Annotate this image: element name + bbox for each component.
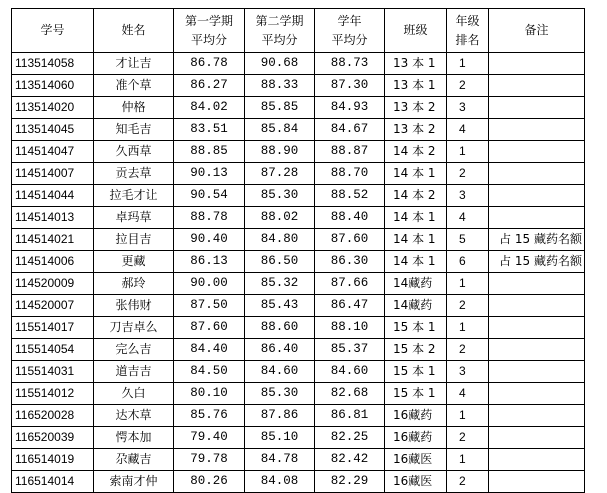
- remarks-cell: [489, 163, 585, 185]
- class-cell: 13 本 2: [385, 119, 447, 141]
- year-average-cell: 82.25: [315, 427, 385, 449]
- student-id-cell: 113514060: [12, 75, 94, 97]
- student-name-cell: 拉目吉: [94, 229, 174, 251]
- term2-average-cell: 88.90: [245, 141, 315, 163]
- header-row: [12, 9, 585, 53]
- class-cell: 16藏医: [385, 449, 447, 471]
- term2-average-cell: 86.40: [245, 339, 315, 361]
- term2-average-cell: 85.32: [245, 273, 315, 295]
- student-name-cell: 仲格: [94, 97, 174, 119]
- class-cell: 14 本 1: [385, 207, 447, 229]
- student-name-cell: 达木草: [94, 405, 174, 427]
- class-cell: 14 本 1: [385, 229, 447, 251]
- class-cell: 14 本 1: [385, 251, 447, 273]
- table-row: [12, 141, 585, 163]
- student-name-cell: 知毛吉: [94, 119, 174, 141]
- term1-average-cell: 86.27: [174, 75, 245, 97]
- class-cell: 14藏药: [385, 295, 447, 317]
- class-cell: 14 本 1: [385, 163, 447, 185]
- term2-average-cell: 85.43: [245, 295, 315, 317]
- remarks-cell: 占 15 藏药名额: [489, 229, 585, 251]
- student-id-cell: 115514012: [12, 383, 94, 405]
- student-id-cell: 113514020: [12, 97, 94, 119]
- student-name-cell: 道吉吉: [94, 361, 174, 383]
- class-cell: 14 本 2: [385, 185, 447, 207]
- table-row: [12, 75, 585, 97]
- year-average-cell: 88.70: [315, 163, 385, 185]
- term1-average-cell: 84.50: [174, 361, 245, 383]
- year-average-cell: 88.87: [315, 141, 385, 163]
- term2-average-cell: 84.08: [245, 471, 315, 493]
- term2-average-cell: 84.60: [245, 361, 315, 383]
- term1-average-cell: 87.60: [174, 317, 245, 339]
- table-row: [12, 207, 585, 229]
- class-cell: 15 本 2: [385, 339, 447, 361]
- table-row: [12, 273, 585, 295]
- remarks-cell: [489, 383, 585, 405]
- grade-rank-cell: 1: [447, 449, 489, 471]
- remarks-cell: [489, 339, 585, 361]
- term1-average-cell: 83.51: [174, 119, 245, 141]
- table-row: [12, 317, 585, 339]
- year-average-cell: 87.30: [315, 75, 385, 97]
- term1-average-cell: 90.13: [174, 163, 245, 185]
- remarks-cell: [489, 97, 585, 119]
- header-year-average: 学年 平均分: [315, 9, 385, 53]
- remarks-cell: [489, 119, 585, 141]
- table-row: [12, 361, 585, 383]
- remarks-cell: [489, 471, 585, 493]
- remarks-cell: [489, 141, 585, 163]
- year-average-cell: 86.30: [315, 251, 385, 273]
- term2-average-cell: 84.80: [245, 229, 315, 251]
- remarks-cell: [489, 361, 585, 383]
- class-cell: 15 本 1: [385, 383, 447, 405]
- student-id-cell: 114520009: [12, 273, 94, 295]
- student-name-cell: 愕本加: [94, 427, 174, 449]
- year-average-cell: 84.67: [315, 119, 385, 141]
- table-row: [12, 53, 585, 75]
- student-name-cell: 索南才仲: [94, 471, 174, 493]
- grade-rank-cell: 1: [447, 273, 489, 295]
- student-name-cell: 久西草: [94, 141, 174, 163]
- class-cell: 13 本 1: [385, 75, 447, 97]
- grade-rank-cell: 2: [447, 339, 489, 361]
- class-cell: 15 本 1: [385, 361, 447, 383]
- grade-rank-cell: 2: [447, 295, 489, 317]
- table-row: [12, 97, 585, 119]
- student-id-cell: 116514019: [12, 449, 94, 471]
- term2-average-cell: 90.68: [245, 53, 315, 75]
- student-name-cell: 才让吉: [94, 53, 174, 75]
- grade-rank-cell: 1: [447, 317, 489, 339]
- remarks-cell: [489, 427, 585, 449]
- year-average-cell: 88.52: [315, 185, 385, 207]
- student-id-cell: 115514054: [12, 339, 94, 361]
- student-name-cell: 尕藏吉: [94, 449, 174, 471]
- remarks-cell: [489, 449, 585, 471]
- header-grade-rank: 年级 排名: [447, 9, 489, 53]
- term2-average-cell: 88.60: [245, 317, 315, 339]
- term2-average-cell: 85.30: [245, 185, 315, 207]
- header-student-id: 学号: [12, 9, 94, 53]
- grade-rank-cell: 2: [447, 75, 489, 97]
- table-row: [12, 251, 585, 273]
- student-name-cell: 久白: [94, 383, 174, 405]
- year-average-cell: 84.93: [315, 97, 385, 119]
- year-average-cell: 82.42: [315, 449, 385, 471]
- table-row: [12, 471, 585, 493]
- table-row: [12, 449, 585, 471]
- year-average-cell: 84.60: [315, 361, 385, 383]
- grade-ranking-table: [11, 8, 585, 493]
- year-average-cell: 85.37: [315, 339, 385, 361]
- term2-average-cell: 86.50: [245, 251, 315, 273]
- term2-average-cell: 85.10: [245, 427, 315, 449]
- student-id-cell: 113514045: [12, 119, 94, 141]
- table-row: [12, 405, 585, 427]
- table-row: [12, 427, 585, 449]
- student-name-cell: 准个草: [94, 75, 174, 97]
- remarks-cell: [489, 185, 585, 207]
- term1-average-cell: 79.78: [174, 449, 245, 471]
- table-row: [12, 185, 585, 207]
- year-average-cell: 86.47: [315, 295, 385, 317]
- term1-average-cell: 84.02: [174, 97, 245, 119]
- remarks-cell: [489, 405, 585, 427]
- term1-average-cell: 79.40: [174, 427, 245, 449]
- remarks-cell: [489, 207, 585, 229]
- student-id-cell: 114514044: [12, 185, 94, 207]
- remarks-cell: [489, 75, 585, 97]
- header-remarks: 备注: [489, 9, 585, 53]
- grade-rank-cell: 2: [447, 471, 489, 493]
- class-cell: 13 本 1: [385, 53, 447, 75]
- table-row: [12, 383, 585, 405]
- table-body: [12, 53, 585, 493]
- student-id-cell: 114514007: [12, 163, 94, 185]
- term2-average-cell: 88.02: [245, 207, 315, 229]
- year-average-cell: 88.10: [315, 317, 385, 339]
- grade-rank-cell: 2: [447, 163, 489, 185]
- term2-average-cell: 87.86: [245, 405, 315, 427]
- class-cell: 16藏药: [385, 427, 447, 449]
- student-id-cell: 114520007: [12, 295, 94, 317]
- class-cell: 16藏医: [385, 471, 447, 493]
- header-class: 班级: [385, 9, 447, 53]
- student-id-cell: 115514017: [12, 317, 94, 339]
- term1-average-cell: 90.00: [174, 273, 245, 295]
- term1-average-cell: 86.78: [174, 53, 245, 75]
- year-average-cell: 88.40: [315, 207, 385, 229]
- remarks-cell: [489, 317, 585, 339]
- year-average-cell: 82.29: [315, 471, 385, 493]
- grade-rank-cell: 5: [447, 229, 489, 251]
- term1-average-cell: 90.54: [174, 185, 245, 207]
- class-cell: 16藏药: [385, 405, 447, 427]
- grade-rank-cell: 3: [447, 97, 489, 119]
- term1-average-cell: 88.78: [174, 207, 245, 229]
- grade-rank-cell: 1: [447, 141, 489, 163]
- term2-average-cell: 85.84: [245, 119, 315, 141]
- student-name-cell: 张伟财: [94, 295, 174, 317]
- term2-average-cell: 87.28: [245, 163, 315, 185]
- table-row: [12, 119, 585, 141]
- student-id-cell: 114514013: [12, 207, 94, 229]
- term2-average-cell: 88.33: [245, 75, 315, 97]
- table-row: [12, 163, 585, 185]
- student-name-cell: 更藏: [94, 251, 174, 273]
- remarks-cell: 占 15 藏药名额: [489, 251, 585, 273]
- term1-average-cell: 88.85: [174, 141, 245, 163]
- header-term1-average: 第一学期 平均分: [174, 9, 245, 53]
- term1-average-cell: 80.26: [174, 471, 245, 493]
- student-id-cell: 115514031: [12, 361, 94, 383]
- term1-average-cell: 80.10: [174, 383, 245, 405]
- year-average-cell: 88.73: [315, 53, 385, 75]
- grade-rank-cell: 2: [447, 427, 489, 449]
- class-cell: 14 本 2: [385, 141, 447, 163]
- term1-average-cell: 87.50: [174, 295, 245, 317]
- remarks-cell: [489, 273, 585, 295]
- term1-average-cell: 85.76: [174, 405, 245, 427]
- student-id-cell: 114514006: [12, 251, 94, 273]
- student-name-cell: 郝玲: [94, 273, 174, 295]
- term1-average-cell: 84.40: [174, 339, 245, 361]
- student-name-cell: 完么吉: [94, 339, 174, 361]
- class-cell: 13 本 2: [385, 97, 447, 119]
- year-average-cell: 87.66: [315, 273, 385, 295]
- grade-rank-cell: 4: [447, 383, 489, 405]
- student-id-cell: 114514021: [12, 229, 94, 251]
- table-row: [12, 339, 585, 361]
- class-cell: 14藏药: [385, 273, 447, 295]
- student-id-cell: 113514058: [12, 53, 94, 75]
- grade-ranking-sheet: [11, 8, 585, 493]
- table-row: [12, 229, 585, 251]
- term2-average-cell: 85.85: [245, 97, 315, 119]
- student-id-cell: 116514014: [12, 471, 94, 493]
- grade-rank-cell: 1: [447, 405, 489, 427]
- student-id-cell: 114514047: [12, 141, 94, 163]
- header-name: 姓名: [94, 9, 174, 53]
- class-cell: 15 本 1: [385, 317, 447, 339]
- grade-rank-cell: 3: [447, 185, 489, 207]
- student-id-cell: 116520028: [12, 405, 94, 427]
- student-name-cell: 贡去草: [94, 163, 174, 185]
- grade-rank-cell: 4: [447, 119, 489, 141]
- grade-rank-cell: 4: [447, 207, 489, 229]
- student-name-cell: 刀吉卓么: [94, 317, 174, 339]
- year-average-cell: 87.60: [315, 229, 385, 251]
- remarks-cell: [489, 53, 585, 75]
- student-name-cell: 拉毛才让: [94, 185, 174, 207]
- year-average-cell: 82.68: [315, 383, 385, 405]
- table-row: [12, 295, 585, 317]
- term1-average-cell: 86.13: [174, 251, 245, 273]
- year-average-cell: 86.81: [315, 405, 385, 427]
- grade-rank-cell: 6: [447, 251, 489, 273]
- header-term2-average: 第二学期 平均分: [245, 9, 315, 53]
- grade-rank-cell: 1: [447, 53, 489, 75]
- student-name-cell: 卓玛草: [94, 207, 174, 229]
- term1-average-cell: 90.40: [174, 229, 245, 251]
- student-id-cell: 116520039: [12, 427, 94, 449]
- remarks-cell: [489, 295, 585, 317]
- term2-average-cell: 84.78: [245, 449, 315, 471]
- grade-rank-cell: 3: [447, 361, 489, 383]
- term2-average-cell: 85.30: [245, 383, 315, 405]
